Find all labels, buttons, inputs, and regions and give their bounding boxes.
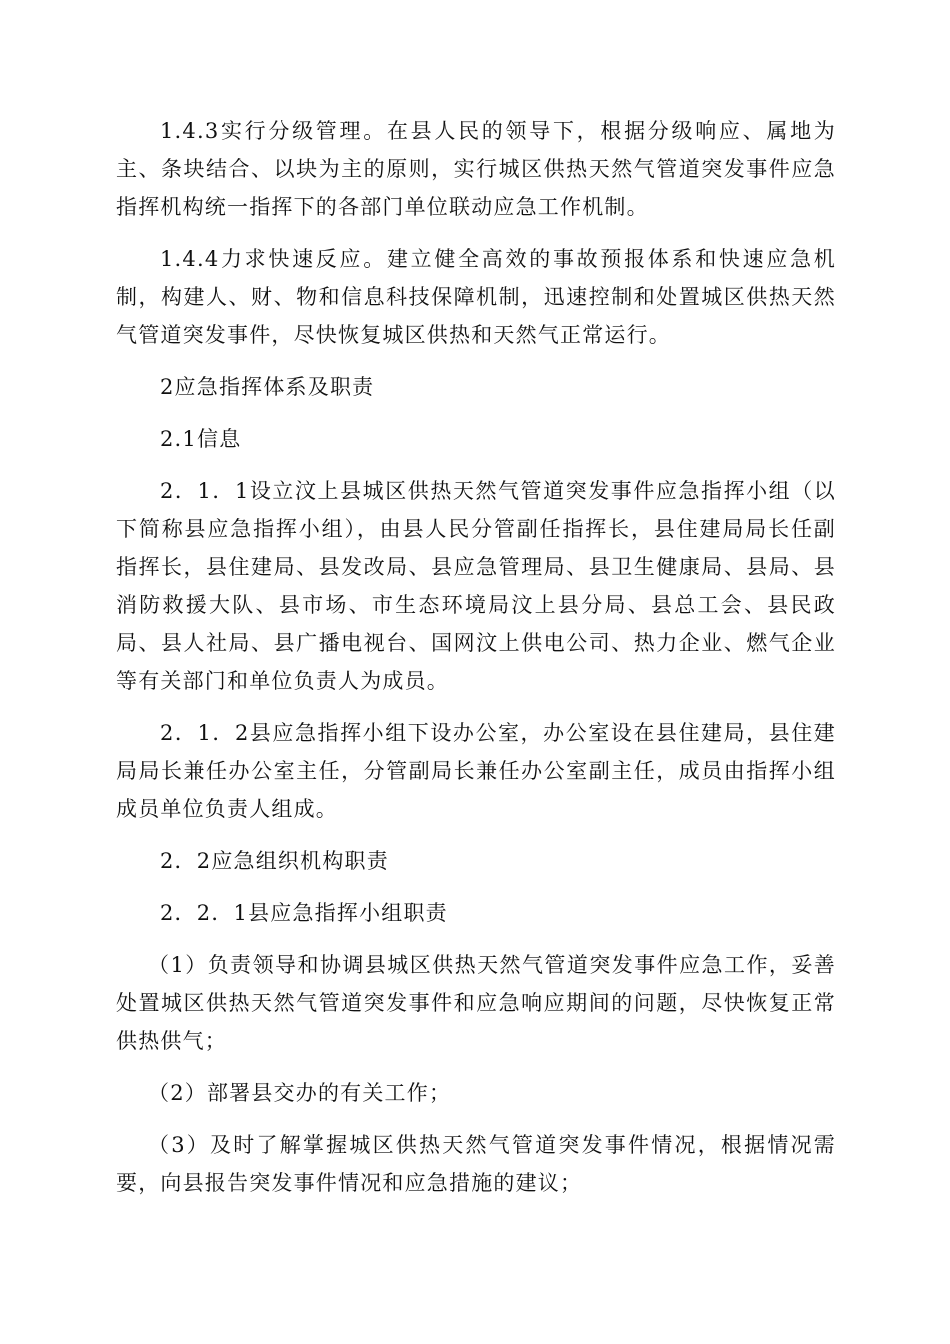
- list-item-1: （1）负责领导和协调县城区供热天然气管道突发事件应急工作，妥善处置城区供热天然气管道突发事件和应急响应期间的问题，尽快恢复正常供热供气；: [116, 953, 836, 1053]
- paragraph-1-4-3: 1.4.3实行分级管理。在县人民的领导下，根据分级响应、属地为主、条块结合、以块为主的原则，实行城区供热天然气管道突发事件应急指挥机构统一指挥下的各部门单位联动应急工作机制。: [116, 119, 836, 219]
- section-heading-2: 2应急指挥体系及职责: [160, 375, 375, 399]
- list-item-2: （2）部署县交办的有关工作；: [148, 1081, 452, 1105]
- section-heading-2-2: 2．2应急组织机构职责: [160, 849, 389, 873]
- paragraph-1-4-4: 1.4.4力求快速反应。建立健全高效的事故预报体系和快速应急机制，构建人、财、物和信息科技保障机制，迅速控制和处置城区供热天然气管道突发事件，尽快恢复城区供热和天然气正常运行。: [116, 247, 836, 347]
- paragraph-2-1-1: 2．1．1设立汶上县城区供热天然气管道突发事件应急指挥小组（以下简称县应急指挥小组），由县人民分管副任指挥长，县住建局局长任副指挥长，县住建局、县发改局、县应急管理局、县卫生健康局、县局、县消防救援大队、县市场、市生态环境局汶上县分局、县总工会、县民政局、县人社局、县广播电视台、国网汶上供电公司、热力企业、燃气企业等有关部门和单位负责人为成员。: [116, 479, 836, 693]
- paragraph-2-1-2: 2．1．2县应急指挥小组下设办公室，办公室设在县住建局，县住建局局长兼任办公室主任，分管副局长兼任办公室副主任，成员由指挥小组成员单位负责人组成。: [116, 721, 836, 821]
- section-heading-2-2-1: 2．2．1县应急指挥小组职责: [160, 901, 448, 925]
- list-item-3: （3）及时了解掌握城区供热天然气管道突发事件情况，根据情况需要，向县报告突发事件情况和应急措施的建议；: [116, 1133, 836, 1195]
- section-heading-2-1: 2.1信息: [160, 427, 242, 451]
- document-body: [116, 112, 836, 1216]
